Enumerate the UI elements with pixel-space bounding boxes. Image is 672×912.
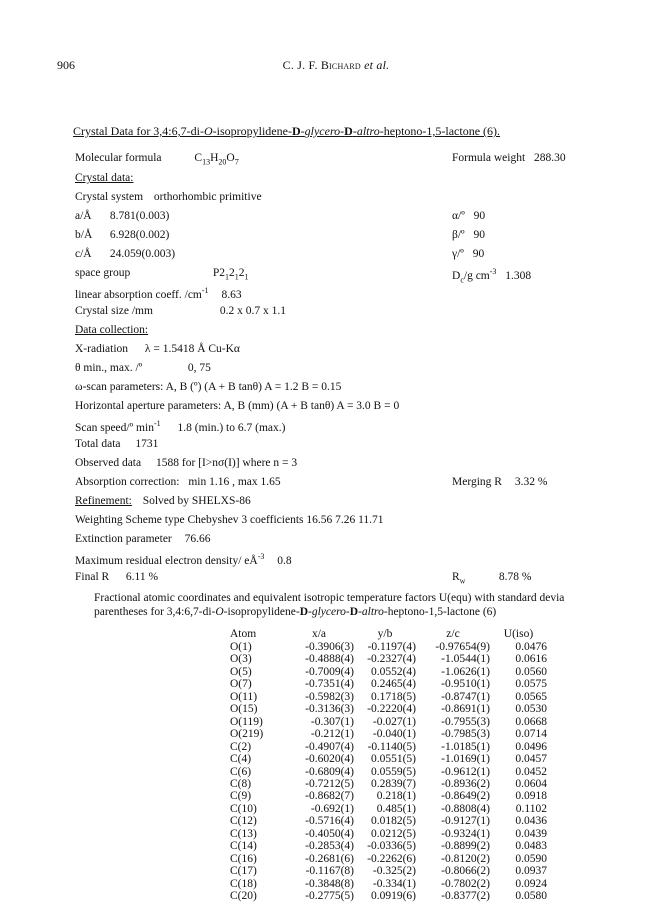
y-cell: -0.2262(6) xyxy=(367,852,416,865)
y-cell: 0.2465(4) xyxy=(370,678,416,691)
uiso-cell: 0.0714 xyxy=(515,728,547,741)
x-cell: -0.3136(3) xyxy=(305,703,354,716)
gamma-row xyxy=(452,248,484,260)
beta-value: 90 xyxy=(473,229,485,241)
x-cell: -0.2775(5) xyxy=(305,890,354,903)
table-row xyxy=(230,766,547,778)
gamma-value: 90 xyxy=(472,248,485,260)
cell-c-label: c/Å xyxy=(75,248,92,260)
z-cell: -0.9510(1) xyxy=(441,678,490,691)
table-row xyxy=(230,890,547,902)
x-cell: -0.4888(4) xyxy=(305,653,354,666)
x-cell: -0.692(1) xyxy=(310,802,354,815)
crystal-system-row xyxy=(75,191,262,203)
extinction-row xyxy=(75,533,211,545)
table-row xyxy=(230,753,547,765)
running-head xyxy=(0,58,672,73)
molecular-formula-value: $C_{13}H_{20}O_7$ xyxy=(194,152,239,167)
column-header-x: x/a xyxy=(311,628,327,640)
atom-cell: O(3) xyxy=(230,653,252,666)
weighting-row: Weighting Scheme type Chebyshev 3 coefficients 16.56 7.26 11.71 xyxy=(75,514,384,526)
table-row xyxy=(230,728,547,740)
table-caption-line2: parentheses for 3,4:6,7-di-O-isopropylidene-D-glycero-D-altro-heptono-1,5-lactone (6) xyxy=(94,606,497,618)
y-cell: 0.485(1) xyxy=(376,802,416,815)
z-cell: -0.8747(1) xyxy=(441,690,490,703)
rw-row xyxy=(452,571,531,585)
absorption-coeff-value: 8.63 xyxy=(221,288,242,301)
table-row xyxy=(230,653,547,665)
absorption-coeff-row xyxy=(75,286,242,301)
y-cell: 0.0182(5) xyxy=(370,815,416,828)
atom-cell: C(20) xyxy=(230,890,257,903)
uiso-cell: 0.0476 xyxy=(515,641,547,653)
atom-cell: O(119) xyxy=(230,715,263,728)
table-row xyxy=(230,803,547,815)
atom-cell: O(5) xyxy=(230,665,252,678)
formula-weight-row xyxy=(452,152,566,164)
y-cell: 0.0552(4) xyxy=(370,665,416,678)
observed-data-label: Observed data xyxy=(75,457,142,469)
atom-cell: O(7) xyxy=(230,678,252,691)
table-row xyxy=(230,666,547,678)
atom-cell: O(1) xyxy=(230,641,252,653)
atom-cell: C(10) xyxy=(230,802,257,815)
table-row xyxy=(230,815,547,827)
uiso-cell: 0.0937 xyxy=(515,865,547,878)
absorption-correction-row xyxy=(75,476,281,488)
horizontal-aperture-row: Horizontal aperture parameters: A, B (mm) (A + B tanθ) A = 3.0 B = 0 xyxy=(75,400,400,412)
z-cell: -1.0185(1) xyxy=(441,740,490,753)
x-cell: -0.5982(3) xyxy=(305,690,354,703)
y-cell: -0.027(1) xyxy=(372,715,416,728)
atom-cell: C(4) xyxy=(230,753,252,766)
max-residual-label: Maximum residual electron density/ $eÅ^{-3}$ xyxy=(75,552,265,567)
y-cell: 0.0212(5) xyxy=(370,827,416,840)
atom-cell: C(12) xyxy=(230,815,257,828)
density-row xyxy=(452,267,531,284)
y-cell: -0.0336(5) xyxy=(367,840,416,853)
uiso-cell: 0.0616 xyxy=(515,653,547,666)
atom-cell: C(9) xyxy=(230,790,252,803)
table-row xyxy=(230,790,547,802)
x-cell: -0.7009(4) xyxy=(305,665,354,678)
z-cell: -0.8066(2) xyxy=(441,865,490,878)
final-r-label: Final R xyxy=(75,571,110,583)
data-collection-heading: Data collection: xyxy=(75,324,149,336)
x-cell: -0.6020(4) xyxy=(305,753,354,766)
table-body xyxy=(230,641,547,903)
x-cell: -0.6809(4) xyxy=(305,765,354,778)
rw-value: 8.78 % xyxy=(498,571,532,583)
uiso-cell: 0.0560 xyxy=(515,665,547,678)
table-row xyxy=(230,641,547,653)
total-data-row xyxy=(75,438,158,450)
atom-cell: O(11) xyxy=(230,690,258,703)
z-cell: -0.8691(1) xyxy=(441,703,490,716)
table-row xyxy=(230,678,547,690)
merging-r-row xyxy=(452,476,547,488)
scan-speed-label: Scan speed/º $\min^{-1}$ xyxy=(75,419,161,434)
atom-cell: C(8) xyxy=(230,777,252,790)
cell-c-row xyxy=(75,248,175,260)
z-cell: -0.7802(2) xyxy=(441,877,490,890)
y-cell: -0.334(1) xyxy=(372,877,416,890)
table-row xyxy=(230,878,547,890)
observed-data-value: 1588 for [I>nσ(I)] where n = 3 xyxy=(155,457,298,469)
x-radiation-row xyxy=(75,343,240,355)
atom-cell: C(16) xyxy=(230,852,257,865)
atom-cell: O(15) xyxy=(230,703,258,716)
molecular-formula-row xyxy=(75,152,239,166)
uiso-cell: 0.0924 xyxy=(515,877,547,890)
running-head-author: C. J. F. Bichard xyxy=(282,58,361,72)
crystal-system-label: Crystal system xyxy=(75,191,144,203)
x-radiation-value: λ = 1.5418 Å Cu-Kα xyxy=(144,343,240,355)
scan-speed-value: 1.8 (min.) to 6.7 (max.) xyxy=(177,421,286,434)
density-value: 1.308 xyxy=(505,269,532,282)
table-row xyxy=(230,828,547,840)
z-cell: -1.0626(1) xyxy=(441,665,490,678)
molecular-formula-label: Molecular formula xyxy=(75,152,162,164)
space-group-label: space group xyxy=(75,267,131,279)
atom-cell: C(14) xyxy=(230,840,257,853)
observed-data-row xyxy=(75,457,297,469)
x-cell: -0.8682(7) xyxy=(305,790,354,803)
absorption-correction-label: Absorption correction: xyxy=(75,476,180,488)
space-group-row xyxy=(75,267,249,281)
merging-r-value: 3.32 % xyxy=(514,476,548,488)
z-cell: -0.8120(2) xyxy=(441,852,490,865)
merging-r-label: Merging R xyxy=(452,476,502,488)
column-header-y: y/b xyxy=(377,628,393,640)
uiso-cell: 0.0496 xyxy=(515,740,547,753)
absorption-correction-value: min 1.16 , max 1.65 xyxy=(188,476,281,488)
table-row xyxy=(230,691,547,703)
y-cell: -0.325(2) xyxy=(372,865,416,878)
formula-weight-label: Formula weight xyxy=(452,152,526,164)
z-cell: -0.8899(2) xyxy=(441,840,490,853)
atom-cell: O(219) xyxy=(230,728,264,741)
cell-c-value: 24.059(0.003) xyxy=(109,248,176,260)
y-cell: -0.1140(5) xyxy=(367,740,416,753)
z-cell: -1.0169(1) xyxy=(441,753,490,766)
absorption-coeff-label: linear absorption coeff. $/cm^{-1}$ xyxy=(75,286,209,301)
x-cell: -0.2853(4) xyxy=(305,840,354,853)
table-row xyxy=(230,778,547,790)
refinement-row xyxy=(75,495,251,507)
column-header-z: z/c xyxy=(446,628,460,640)
z-cell: -1.0544(1) xyxy=(441,653,490,666)
alpha-value: 90 xyxy=(473,210,486,222)
final-r-value: 6.11 % xyxy=(125,571,159,583)
uiso-cell: 0.0530 xyxy=(515,703,547,716)
uiso-cell: 0.0918 xyxy=(515,790,547,803)
atom-cell: C(13) xyxy=(230,827,257,840)
table-row xyxy=(230,703,547,715)
running-head-suffix: et al. xyxy=(364,58,390,72)
theta-label: θ min., max. /º xyxy=(75,362,143,374)
x-radiation-label: X-radiation xyxy=(75,343,129,355)
z-cell: -0.7955(3) xyxy=(441,715,490,728)
column-header-uiso: U(iso) xyxy=(503,628,534,640)
x-cell: -0.212(1) xyxy=(310,728,354,741)
coordinates-table xyxy=(230,628,547,903)
uiso-cell: 0.0565 xyxy=(515,690,547,703)
crystal-size-value: 0.2 x 0.7 x 1.1 xyxy=(219,305,286,317)
beta-row xyxy=(452,229,485,241)
uiso-cell: 0.0575 xyxy=(515,678,547,691)
z-cell: -0.8649(2) xyxy=(441,790,490,803)
y-cell: -0.1197(4) xyxy=(367,641,416,653)
y-cell: 0.2839(7) xyxy=(370,777,416,790)
uiso-cell: 0.0436 xyxy=(515,815,547,828)
extinction-label: Extinction parameter xyxy=(75,533,172,545)
crystal-size-row xyxy=(75,305,286,317)
x-cell: -0.4050(4) xyxy=(305,827,354,840)
table-row xyxy=(230,741,547,753)
page-number: 906 xyxy=(57,58,75,72)
total-data-value: 1731 xyxy=(135,438,159,450)
z-cell: -0.9127(1) xyxy=(441,815,490,828)
density-label: $D_c/g$ $cm^{-3}$ xyxy=(452,267,497,285)
alpha-label: α/º xyxy=(452,210,465,222)
omega-scan-row: ω-scan parameters: A, B (º) (A + B tanθ) A = 1.2 B = 0.15 xyxy=(75,381,342,393)
y-cell: 0.0551(5) xyxy=(370,753,416,766)
table-row xyxy=(230,840,547,852)
max-residual-row xyxy=(75,552,292,567)
atom-cell: C(17) xyxy=(230,865,257,878)
theta-row xyxy=(75,362,211,374)
beta-label: β/º xyxy=(452,229,465,241)
y-cell: 0.0559(5) xyxy=(370,765,416,778)
z-cell: -0.7985(3) xyxy=(441,728,490,741)
y-cell: -0.040(1) xyxy=(372,728,416,741)
cell-a-value: 8.781(0.003) xyxy=(109,210,170,222)
x-cell: -0.5716(4) xyxy=(305,815,354,828)
table-row xyxy=(230,865,547,877)
rw-label: $R_w$ xyxy=(452,571,466,586)
y-cell: -0.2220(4) xyxy=(367,703,416,716)
extinction-value: 76.66 xyxy=(184,533,211,545)
atom-cell: C(6) xyxy=(230,765,252,778)
cell-a-label: a/Å xyxy=(75,210,92,222)
refinement-label: Refinement: xyxy=(75,495,132,507)
y-cell: 0.0919(6) xyxy=(370,890,416,903)
y-cell: -0.2327(4) xyxy=(367,653,416,666)
uiso-cell: 0.0452 xyxy=(515,765,547,778)
theta-value: 0, 75 xyxy=(187,362,211,374)
section-title: Crystal Data for 3,4:6,7-di-O-isopropylidene-D-glycero-D-altro-heptono-1,5-lactone (6). xyxy=(73,124,501,138)
refinement-value: Solved by SHELXS-86 xyxy=(142,495,251,507)
z-cell: -0.97654(9) xyxy=(435,641,490,653)
uiso-cell: 0.0483 xyxy=(515,840,547,853)
atom-cell: C(2) xyxy=(230,740,252,753)
column-header-atom: Atom xyxy=(230,628,257,640)
table-row xyxy=(230,716,547,728)
z-cell: -0.9612(1) xyxy=(441,765,490,778)
space-group-value: $P2_12_12_1$ xyxy=(212,267,249,282)
z-cell: -0.8377(2) xyxy=(441,890,490,903)
uiso-cell: 0.0604 xyxy=(515,777,547,790)
max-residual-value: 0.8 xyxy=(277,554,292,567)
cell-a-row xyxy=(75,210,169,222)
x-cell: -0.3848(8) xyxy=(305,877,354,890)
scan-speed-row xyxy=(75,419,285,434)
y-cell: 0.218(1) xyxy=(376,790,416,803)
uiso-cell: 0.0457 xyxy=(515,753,547,766)
final-r-row xyxy=(75,571,158,583)
gamma-label: γ/º xyxy=(452,248,464,260)
x-cell: -0.2681(6) xyxy=(305,852,354,865)
z-cell: -0.8936(2) xyxy=(441,777,490,790)
cell-b-value: 6.928(0.002) xyxy=(109,229,170,241)
x-cell: -0.7212(5) xyxy=(305,777,354,790)
formula-weight-value: 288.30 xyxy=(534,152,566,164)
x-cell: -0.307(1) xyxy=(310,715,354,728)
uiso-cell: 0.0580 xyxy=(515,890,547,903)
crystal-system-value: orthorhombic primitive xyxy=(153,191,262,203)
total-data-label: Total data xyxy=(75,438,121,450)
x-cell: -0.4907(4) xyxy=(305,740,354,753)
atom-cell: C(18) xyxy=(230,877,257,890)
y-cell: 0.1718(5) xyxy=(370,690,416,703)
uiso-cell: 0.0439 xyxy=(515,827,547,840)
uiso-cell: 0.1102 xyxy=(515,802,547,815)
cell-b-row xyxy=(75,229,169,241)
z-cell: -0.9324(1) xyxy=(441,827,490,840)
crystal-data-heading: Crystal data: xyxy=(75,172,134,184)
crystal-size-label: Crystal size /mm xyxy=(75,305,153,317)
x-cell: -0.7351(4) xyxy=(305,678,354,691)
x-cell: -0.3906(3) xyxy=(305,641,354,653)
z-cell: -0.8808(4) xyxy=(441,802,490,815)
table-row xyxy=(230,853,547,865)
cell-b-label: b/Å xyxy=(75,229,93,241)
table-header-row xyxy=(230,628,547,641)
uiso-cell: 0.0590 xyxy=(515,852,547,865)
uiso-cell: 0.0668 xyxy=(515,715,547,728)
alpha-row xyxy=(452,210,485,222)
x-cell: -0.1167(8) xyxy=(305,865,354,878)
table-caption-line1: Fractional atomic coordinates and equivalent isotropic temperature factors U(equ) with standard devia xyxy=(94,592,565,604)
